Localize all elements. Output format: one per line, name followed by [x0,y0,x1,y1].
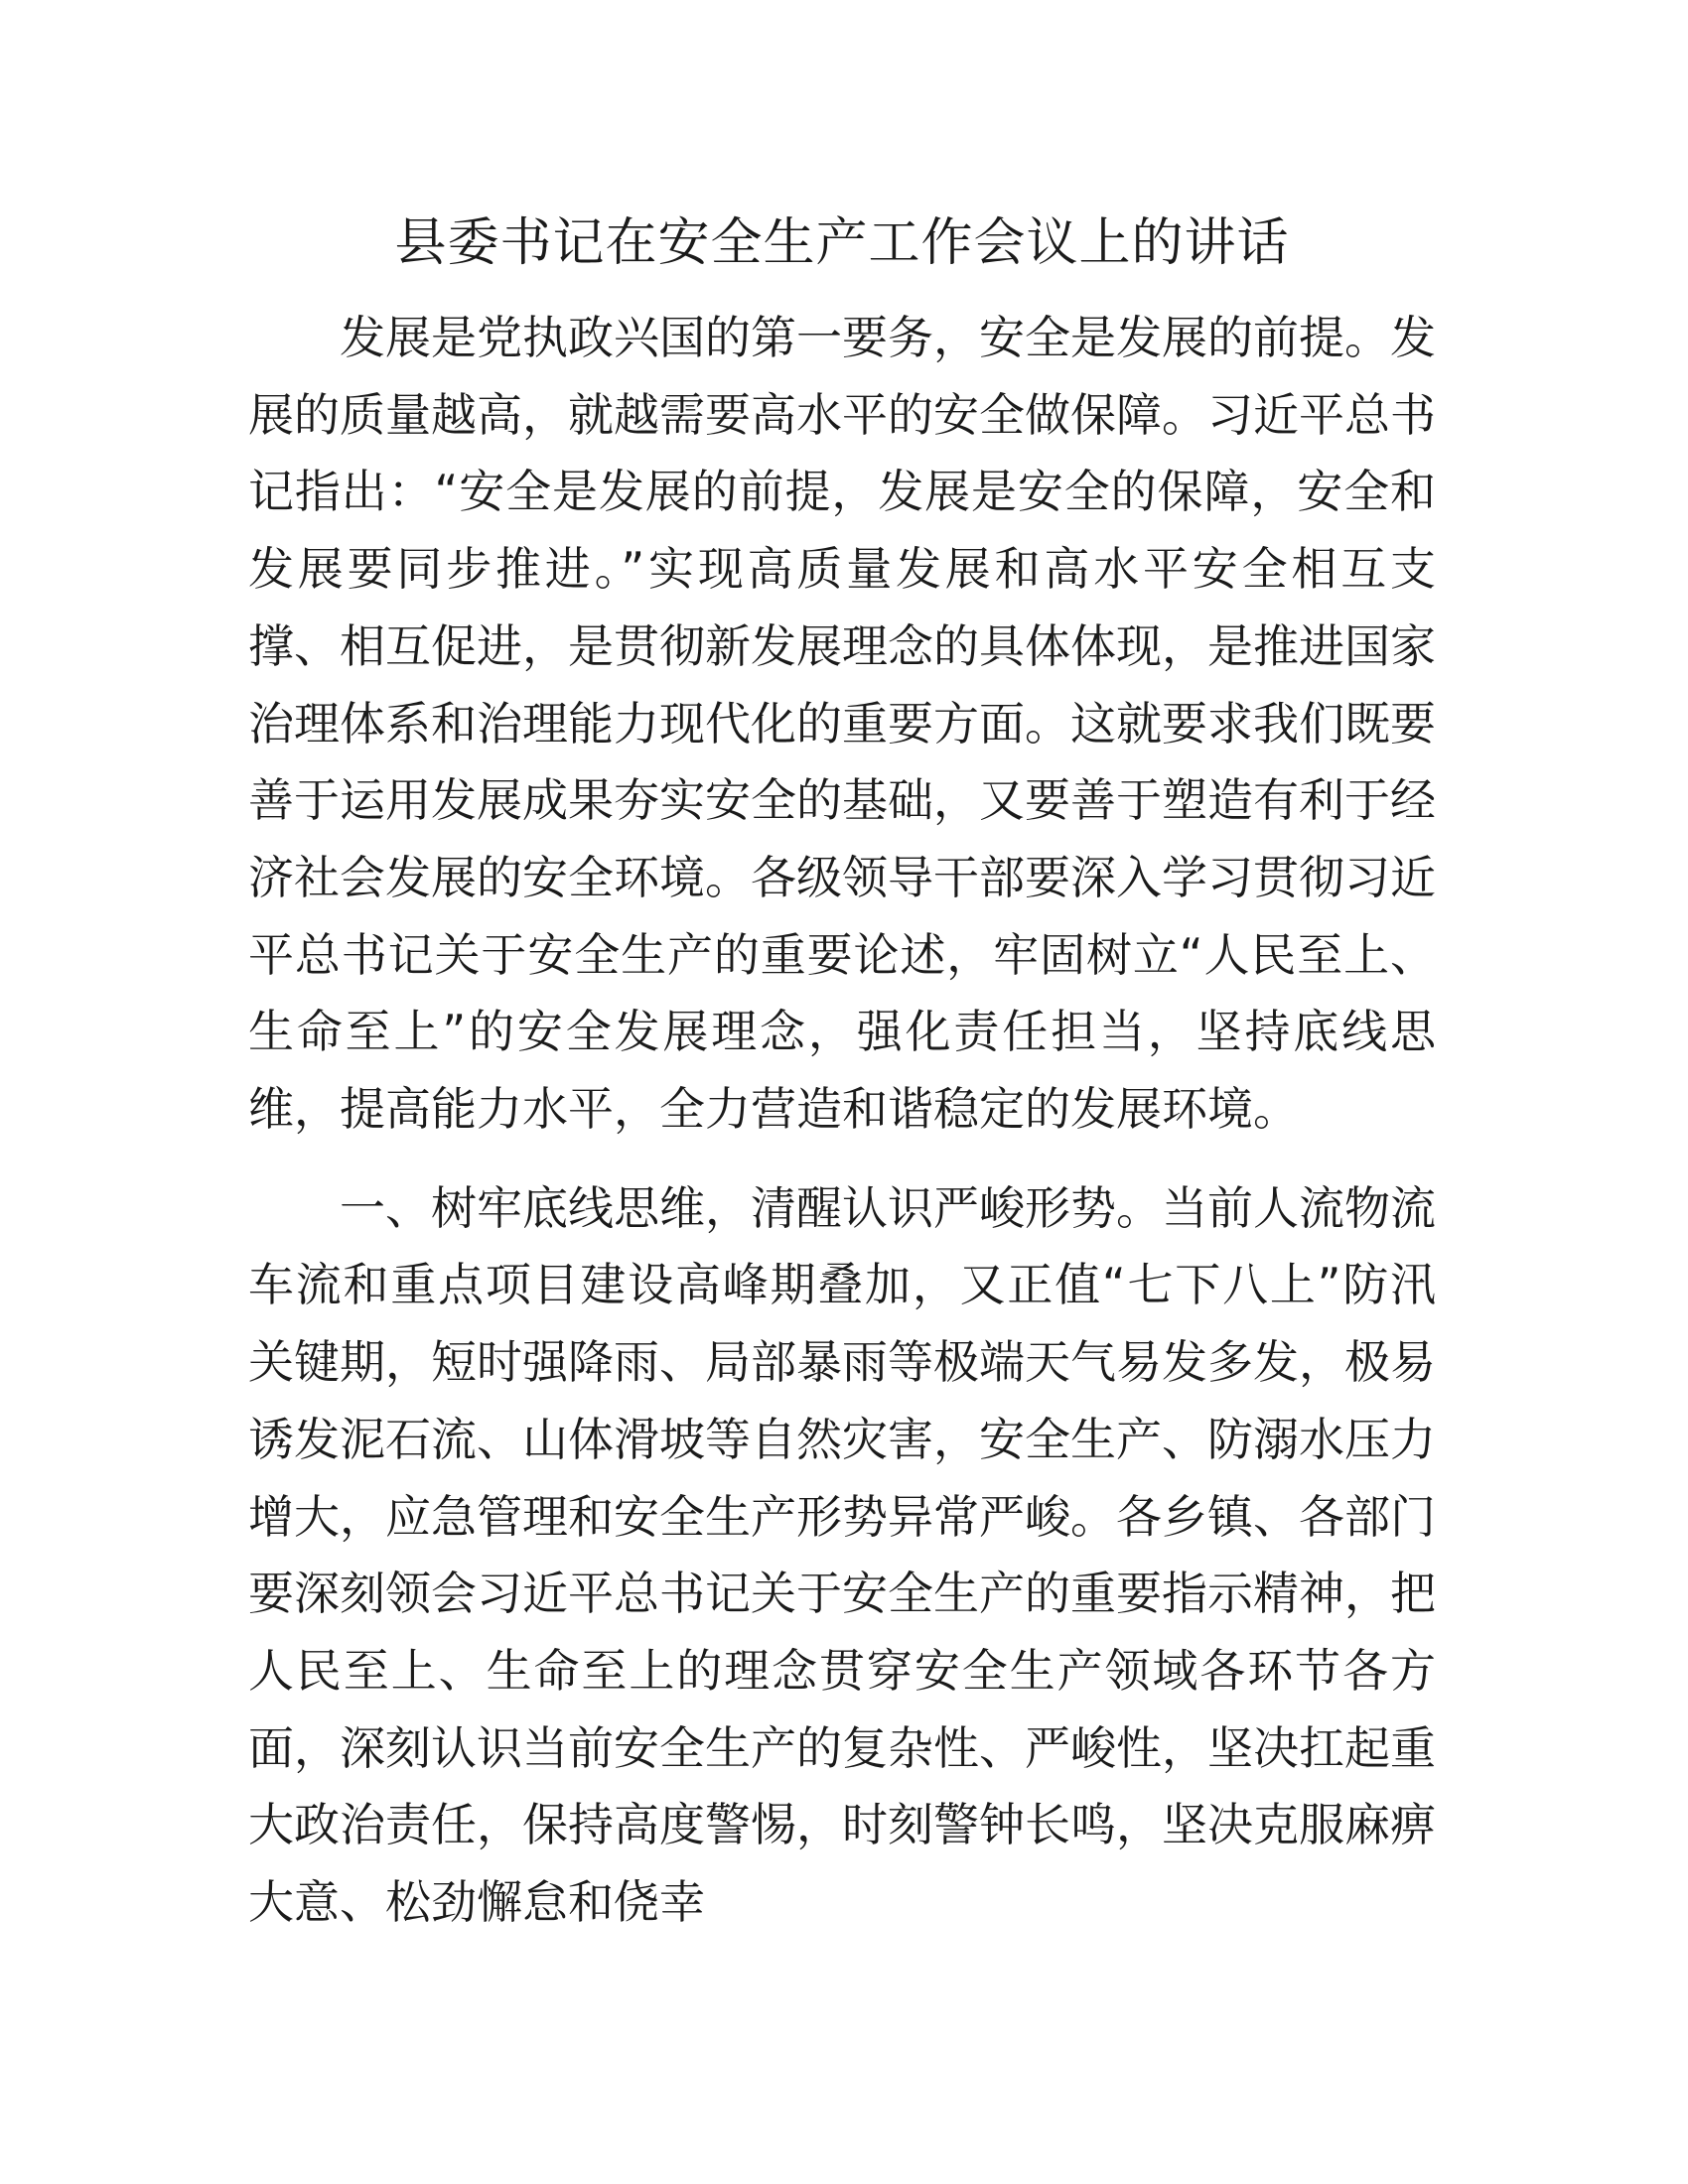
paragraph-intro: 发展是党执政兴国的第一要务，安全是发展的前提。发展的质量越高，就越需要高水平的安全做保障。习近平总书记指出：“安全是发展的前提，发展是安全的保障，安全和发展要同步推进。”实现高质量发展和高水平安全相互支撑、相互促进，是贯彻新发展理念的具体体现，是推进国家治理体系和治理能力现代化的重要方面。这就要求我们既要善于运用发展成果夯实安全的基础，又要善于塑造有利于经济社会发展的安全环境。各级领导干部要深入学习贯彻习近平总书记关于安全生产的重要论述，牢固树立“人民至上、生命至上”的安全发展理念，强化责任担当，坚持底线思维，提高能力水平，全力营造和谐稳定的发展环境。 [248,311,1436,1137]
document-title: 县委书记在安全生产工作会议上的讲话 [394,213,1290,273]
document-body [248,189,1436,1942]
paragraph-section-one: 一、树牢底线思维，清醒认识严峻形势。当前人流物流车流和重点项目建设高峰期叠加，又正值“七下八上”防汛关键期，短时强降雨、局部暴雨等极端天气易发多发，极易诱发泥石流、山体滑坡等自然灾害，安全生产、防溺水压力增大，应急管理和安全生产形势异常严峻。各乡镇、各部门要深刻领会习近平总书记关于安全生产的重要指示精神，把人民至上、生命至上的理念贯穿安全生产领域各环节各方面，深刻认识当前安全生产的复杂性、严峻性，坚决扛起重大政治责任，保持高度警惕，时刻警钟长鸣，坚决克服麻痹大意、松劲懈怠和侥幸 [248,1180,1436,1930]
